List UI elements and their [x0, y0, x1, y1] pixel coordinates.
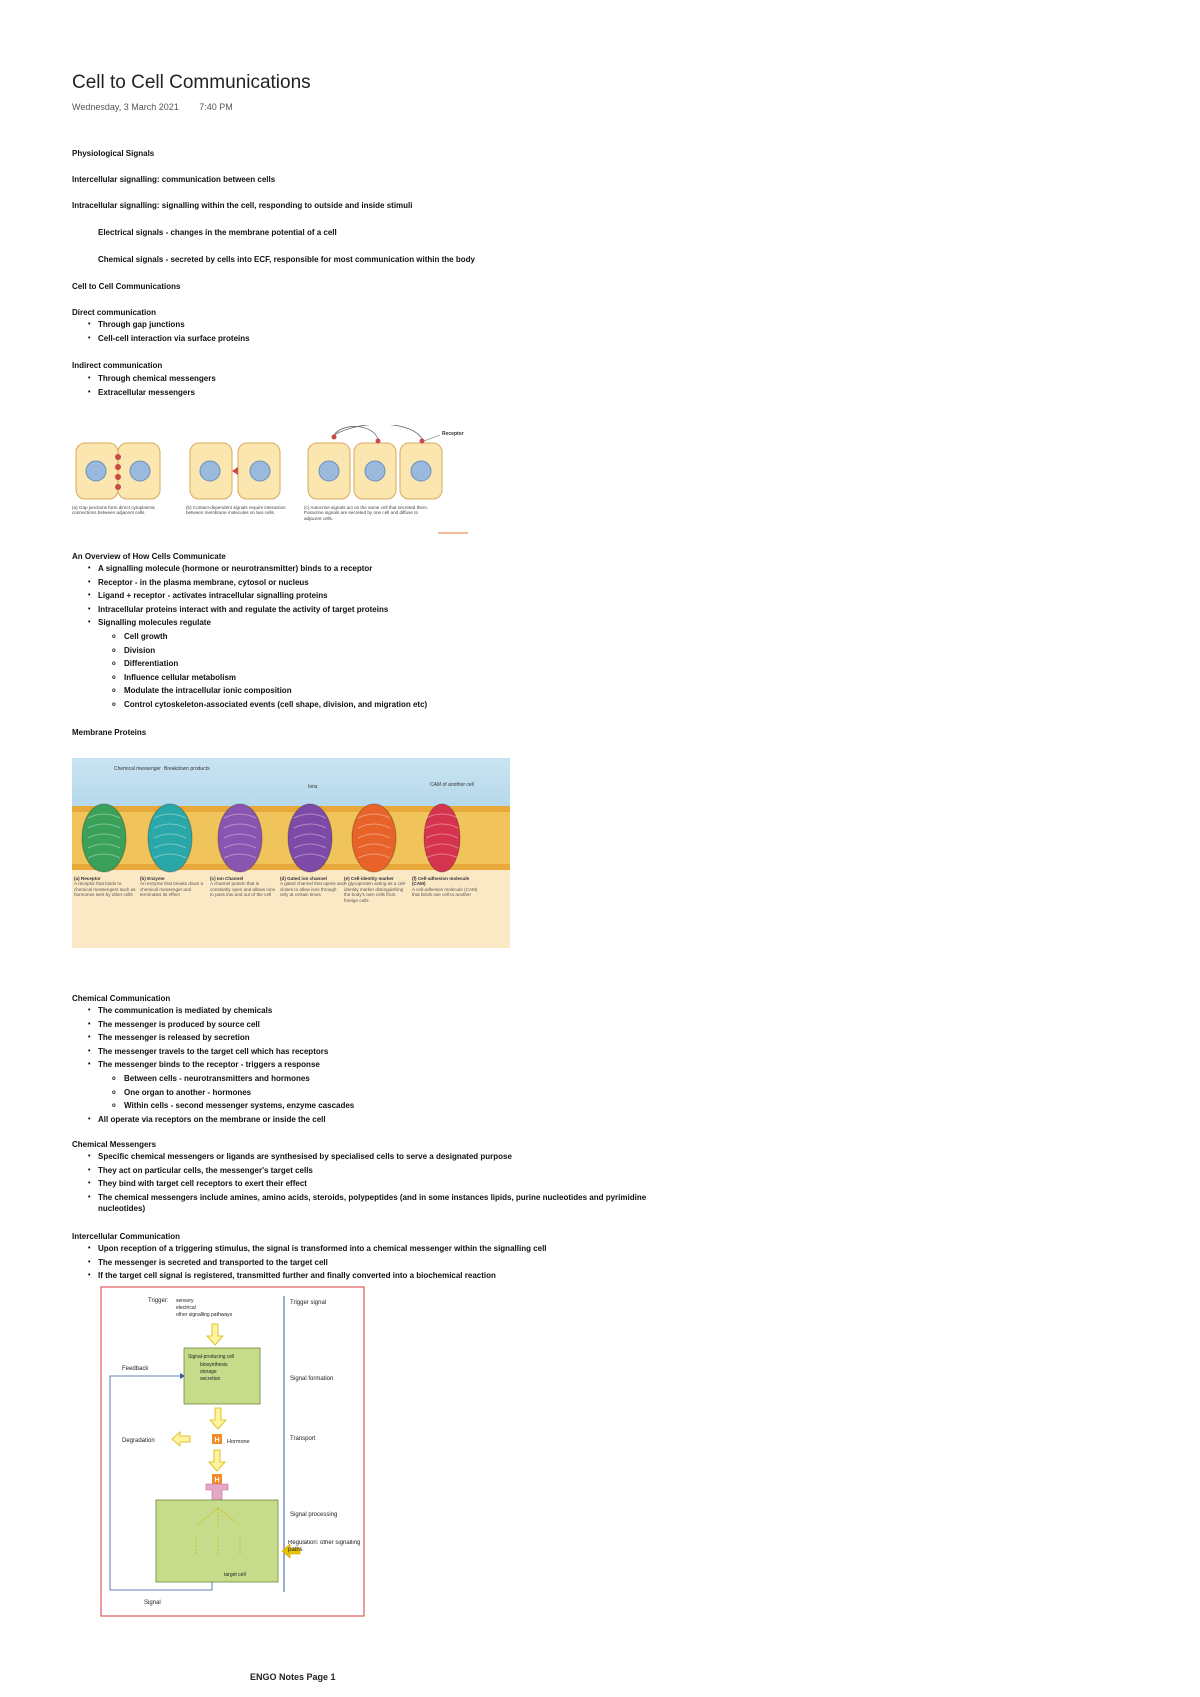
- list-item: • The messenger is released by secretion: [88, 1031, 328, 1045]
- date-text: Wednesday, 3 March 2021: [72, 102, 179, 112]
- sub-list-item: o Cell growth: [112, 630, 427, 644]
- list-item: • The communication is mediated by chemicals: [88, 1004, 328, 1018]
- protein-caption: [74, 876, 140, 898]
- list-item: • The chemical messengers include amines, amino acids, steroids, polypeptides (and in some instances lipids, purine nucleotides and pyrimidine: [88, 1191, 646, 1205]
- cell-title: Signal-producing cell: [188, 1354, 235, 1360]
- ions-label: Ions: [308, 784, 318, 790]
- protein-title: (a) Receptor: [74, 876, 101, 881]
- chemcomm-sublist: [112, 1072, 354, 1113]
- signal-processing-label: Signal processing: [290, 1512, 338, 1518]
- list-item: • Upon reception of a triggering stimulus, the signal is transformed into a chemical messenger within the signalling cell: [88, 1242, 547, 1256]
- protein-caption: [140, 876, 206, 898]
- list-item: • If the target cell signal is registered, transmitted further and finally converted into a biochemical reaction: [88, 1269, 547, 1283]
- sub-list-item: o Between cells - neurotransmitters and hormones: [112, 1072, 354, 1086]
- list-item: • Signalling molecules regulate: [88, 616, 388, 630]
- list-item: • A signalling molecule (hormone or neurotransmitter) binds to a receptor: [88, 562, 388, 576]
- c2c-heading: Cell to Cell Communications: [72, 282, 181, 291]
- protein-description: A glycoprotein acting as a cell-identity marker distinguishing the body's own cells from foreign cells: [344, 881, 407, 903]
- receptor-label: Receptor: [442, 431, 464, 437]
- target-cell-label: target cell: [224, 1572, 246, 1578]
- signalling-flow-figure: [100, 1286, 366, 1618]
- sub-list-item: o Influence cellular metabolism: [112, 671, 427, 685]
- caption-contact-dependent: (b) Contact-dependent signals require interaction between membrane molecules on two cells.: [186, 505, 286, 516]
- messengers-heading: Chemical Messengers: [72, 1140, 157, 1149]
- transport-label: Transport: [290, 1436, 316, 1442]
- list-item: • Through gap junctions: [88, 318, 250, 332]
- signal-label: Signal: [144, 1600, 161, 1606]
- feedback-label: Feedback: [122, 1366, 149, 1372]
- membrane-protein: [352, 804, 396, 872]
- protein-caption: [210, 876, 276, 898]
- hormone-letter: H: [214, 1437, 220, 1444]
- sub-list-item: o Differentiation: [112, 657, 427, 671]
- sub-list-item: o Within cells - second messenger systems, enzyme cascades: [112, 1099, 354, 1113]
- membrane-heading: Membrane Proteins: [72, 728, 147, 737]
- bound-hormone-letter: H: [214, 1477, 220, 1484]
- electrical-signals: Electrical signals - changes in the membrane potential of a cell: [98, 228, 337, 237]
- breakdown-products-label: Breakdown products: [164, 766, 210, 772]
- chemical-messenger-label: Chemical messenger: [114, 766, 161, 772]
- sub-list-item: o Control cytoskeleton-associated events (cell shape, division, and migration etc): [112, 698, 427, 712]
- chemcomm-list-end: [88, 1113, 326, 1127]
- page-timestamp: [72, 102, 251, 112]
- list-item: • The messenger travels to the target cell which has receptors: [88, 1045, 328, 1059]
- degradation-label: Degradation: [122, 1438, 155, 1444]
- cell-communication-figure: [72, 425, 472, 537]
- list-item: • Cell-cell interaction via surface proteins: [88, 332, 250, 346]
- protein-caption: [280, 876, 346, 898]
- autocrine-paracrine-cells: [308, 425, 464, 499]
- protein-description: A cell-adhesion molecule (CAM) that binds one cell to another: [412, 886, 478, 898]
- list-item: • Through chemical messengers: [88, 372, 216, 386]
- protein-description: A channel protein that is constantly open and allows ions to pass into and out of the cell: [210, 881, 275, 898]
- page-footer: ENGO Notes Page 1: [250, 1672, 336, 1682]
- sub-list-item: o Division: [112, 644, 427, 658]
- page-title: Cell to Cell Communications: [72, 72, 311, 93]
- membrane-proteins-figure: [72, 758, 510, 948]
- overview-heading: An Overview of How Cells Communicate: [72, 552, 226, 561]
- protein-description: A receptor that binds to chemical messengers such as hormones sent by other cells: [74, 881, 136, 898]
- chemcomm-heading: Chemical Communication: [72, 994, 171, 1003]
- hormone-label: Hormone: [227, 1439, 250, 1445]
- messengers-continuation: nucleotides): [98, 1204, 146, 1213]
- membrane-protein: [218, 804, 262, 872]
- intracellular-definition: Intracellular signalling: signalling within the cell, responding to outside and inside stimuli: [72, 201, 413, 210]
- protein-title: (d) Gated ion channel: [280, 876, 327, 881]
- cam-label: CAM of another cell: [430, 782, 474, 788]
- regulation-label: Regulation: other signalling paths: [288, 1540, 361, 1553]
- messengers-list: [88, 1150, 646, 1204]
- indirect-heading: Indirect communication: [72, 361, 163, 370]
- membrane-protein: [82, 804, 126, 872]
- intercellular-definition: Intercellular signalling: communication between cells: [72, 175, 276, 184]
- intercomm-list: [88, 1242, 547, 1283]
- list-item: • The messenger is produced by source cell: [88, 1018, 328, 1032]
- protein-description: An enzyme that breaks down a chemical messenger and terminates its effect: [140, 881, 204, 898]
- trigger-sensory: sensory: [176, 1298, 194, 1304]
- direct-list: [88, 318, 250, 345]
- trigger-electrical: electrical: [176, 1305, 196, 1311]
- protein-description: A gated channel that opens and closes to allow ions through only at certain times: [280, 881, 345, 898]
- chemical-signals: Chemical signals - secreted by cells into ECF, responsible for most communication within the body: [98, 255, 475, 264]
- gap-junction-cells: [76, 443, 160, 499]
- list-item: • The messenger is secreted and transported to the target cell: [88, 1256, 547, 1270]
- sub-list-item: o One organ to another - hormones: [112, 1086, 354, 1100]
- signal-formation-label: Signal formation: [290, 1376, 334, 1382]
- overview-list: [88, 562, 388, 630]
- trigger-other: other signalling pathways: [176, 1312, 233, 1318]
- list-item: • Ligand + receptor - activates intracellular signalling proteins: [88, 589, 388, 603]
- list-item: • The messenger binds to the receptor - triggers a response: [88, 1058, 328, 1072]
- indirect-list: [88, 372, 216, 399]
- list-item: • Extracellular messengers: [88, 386, 216, 400]
- protein-caption: [344, 876, 410, 903]
- trigger-label: Trigger:: [148, 1298, 169, 1304]
- list-item: • Receptor - in the plasma membrane, cytosol or nucleus: [88, 576, 388, 590]
- trigger-signal-label: Trigger signal: [290, 1300, 327, 1306]
- list-item: • Intracellular proteins interact with and regulate the activity of target proteins: [88, 603, 388, 617]
- caption-gap-junctions: (a) Gap junctions form direct cytoplasmic connections between adjacent cells.: [72, 505, 156, 516]
- protein-title: (f) Cell-adhesion molecule (CAM): [412, 876, 470, 887]
- target-cell: [156, 1500, 278, 1582]
- membrane-protein: [288, 804, 332, 872]
- direct-heading: Direct communication: [72, 308, 157, 317]
- protein-title: (e) Cell-identity marker: [344, 876, 394, 881]
- step-storage: storage: [200, 1369, 217, 1375]
- list-item: • They act on particular cells, the messenger's target cells: [88, 1164, 646, 1178]
- protein-title: (c) Ion Channel: [210, 876, 244, 881]
- time-text: 7:40 PM: [199, 102, 233, 112]
- chemcomm-list: [88, 1004, 328, 1072]
- protein-title: (b) Enzyme: [140, 876, 165, 881]
- step-secretion: secretion: [200, 1376, 221, 1382]
- list-item: • Specific chemical messengers or ligands are synthesised by specialised cells to serve a designated purpose: [88, 1150, 646, 1164]
- list-item: • They bind with target cell receptors to exert their effect: [88, 1177, 646, 1191]
- intercomm-heading: Intercellular Communication: [72, 1232, 181, 1241]
- list-item: • All operate via receptors on the membrane or inside the cell: [88, 1113, 326, 1127]
- contact-dependent-cells: [190, 443, 280, 499]
- physio-heading: Physiological Signals: [72, 149, 155, 158]
- overview-sublist: [112, 630, 427, 711]
- membrane-protein: [148, 804, 192, 872]
- caption-autocrine-paracrine: (c) Autocrine signals act on the same cell that secreted them. Paracrine signals are secreted by one cell and diffuse to adjacent cells.: [304, 505, 429, 521]
- step-biosynthesis: biosynthesis: [200, 1362, 228, 1368]
- membrane-protein: [424, 804, 460, 872]
- protein-caption: [412, 876, 478, 898]
- sub-list-item: o Modulate the intracellular ionic composition: [112, 684, 427, 698]
